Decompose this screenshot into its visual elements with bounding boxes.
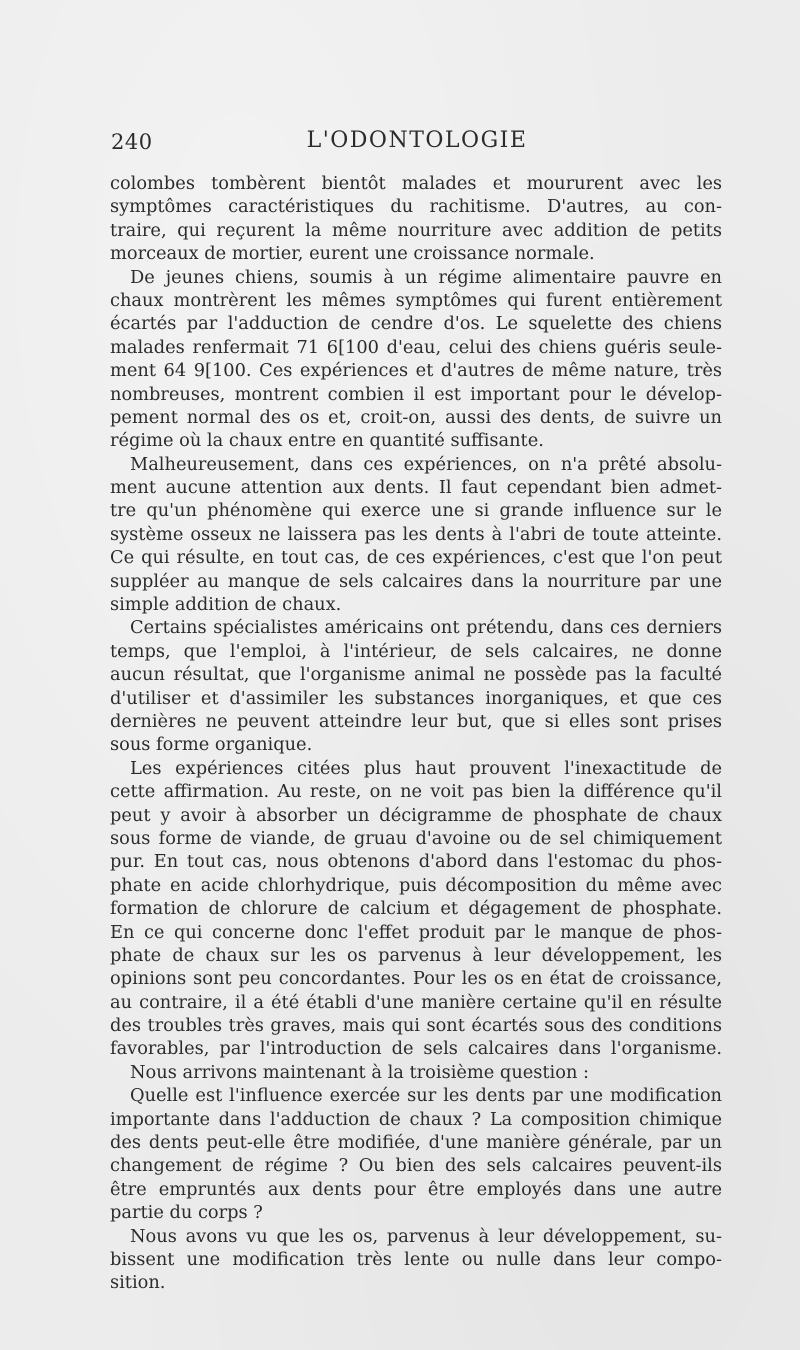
page-number: 240 — [111, 130, 153, 154]
text-line: régime où la chaux entre en quantité suffisante. — [110, 430, 544, 452]
text-line: au contraire, il a été établi d'une manière certaine qu'il en résulte — [110, 991, 722, 1013]
text-line: système osseux ne laissera pas les dents à l'abri de toute atteinte. — [110, 523, 722, 545]
text-line: suppléer au manque de sels calcaires dans la nourriture par une — [110, 570, 722, 592]
text-line: importante dans l'adduction de chaux ? La composition chimique — [110, 1108, 722, 1130]
text-line: des dents peut-elle être modifiée, d'une manière générale, par un — [110, 1132, 722, 1154]
text-line: De jeunes chiens, soumis à un régime alimentaire pauvre en — [130, 266, 722, 288]
text-line: ment aucune attention aux dents. Il faut cependant bien admet- — [110, 477, 722, 499]
text-line: Nous arrivons maintenant à la troisième question : — [130, 1061, 590, 1083]
text-line: phate de chaux sur les os parvenus à leur développement, les — [110, 944, 722, 966]
page-header — [111, 128, 723, 158]
text-line: nombreuses, montrent combien il est important pour le dévelop- — [110, 383, 722, 405]
text-line: temps, que l'emploi, à l'intérieur, de sels calcaires, ne donne — [110, 640, 722, 662]
text-line: écartés par l'adduction de cendre d'os. Le squelette des chiens — [110, 313, 722, 335]
text-line: Nous avons vu que les os, parvenus à leur développement, su- — [130, 1225, 722, 1247]
text-line: pur. En tout cas, nous obtenons d'abord dans l'estomac du phos- — [110, 851, 722, 873]
text-line: simple addition de chaux. — [110, 594, 342, 616]
text-line: favorables, par l'introduction de sels calcaires dans l'organisme. — [110, 1038, 722, 1060]
text-line: sous forme de viande, de gruau d'avoine ou de sel chimiquement — [110, 827, 722, 849]
text-line: phate en acide chlorhydrique, puis décomposition du même avec — [110, 874, 722, 896]
text-line: pement normal des os et, croit-on, aussi des dents, de suivre un — [110, 406, 722, 428]
text-line: dernières ne peuvent atteindre leur but, que si elles sont prises — [110, 710, 722, 732]
text-line: formation de chlorure de calcium et dégagement de phosphate. — [110, 898, 722, 920]
text-line: chaux montrèrent les mêmes symptômes qui furent entièrement — [110, 289, 722, 311]
text-line: opinions sont peu concordantes. Pour les os en état de croissance, — [110, 968, 722, 990]
text-line: bissent une modification très lente ou nulle dans leur compo- — [110, 1248, 722, 1270]
text-line: Ce qui résulte, en tout cas, de ces expériences, c'est que l'on peut — [110, 547, 722, 569]
text-line: Quelle est l'influence exercée sur les dents par une modification — [130, 1085, 722, 1107]
text-line: colombes tombèrent bientôt malades et moururent avec les — [110, 173, 722, 194]
text-line: malades renfermait 71 6[100 d'eau, celui des chiens guéris seule- — [110, 336, 722, 358]
running-title: L'ODONTOLOGIE — [306, 128, 528, 153]
text-line: cette affirmation. Au reste, on ne voit pas bien la différence qu'il — [110, 781, 722, 803]
text-line: Malheureusement, dans ces expériences, on n'a prêté absolu- — [130, 453, 722, 475]
text-line: tre qu'un phénomène qui exerce une si grande influence sur le — [110, 500, 722, 522]
text-line: sous forme organique. — [110, 734, 313, 756]
text-line: Certains spécialistes américains ont prétendu, dans ces derniers — [130, 617, 722, 639]
text-line: En ce qui concerne donc l'effet produit par le manque de phos- — [110, 921, 722, 943]
text-line: des troubles très graves, mais qui sont écartés sous des conditions — [110, 1015, 722, 1037]
text-line: morceaux de mortier, eurent une croissance normale. — [110, 243, 595, 265]
text-line: d'utiliser et d'assimiler les substances inorganiques, et que ces — [110, 687, 722, 709]
text-line: Les expériences citées plus haut prouvent l'inexactitude de — [130, 757, 722, 779]
text-line: partie du corps ? — [110, 1202, 263, 1224]
text-line: peut y avoir à absorber un décigramme de phosphate de chaux — [110, 804, 722, 826]
text-line: aucun résultat, que l'organisme animal ne possède pas la faculté — [110, 664, 722, 686]
text-line: être empruntés aux dents pour être employés dans une autre — [110, 1178, 722, 1200]
text-line: changement de régime ? Ou bien des sels calcaires peuvent-ils — [110, 1155, 722, 1177]
text-line: ment 64 9[100. Ces expériences et d'autres de même nature, très — [110, 360, 722, 382]
text-line: symptômes caractéristiques du rachitisme. D'autres, au con- — [110, 196, 722, 218]
body-text — [110, 172, 722, 1295]
text-line: traire, qui reçurent la même nourriture avec addition de petits — [110, 219, 722, 241]
text-line: sition. — [110, 1272, 166, 1294]
